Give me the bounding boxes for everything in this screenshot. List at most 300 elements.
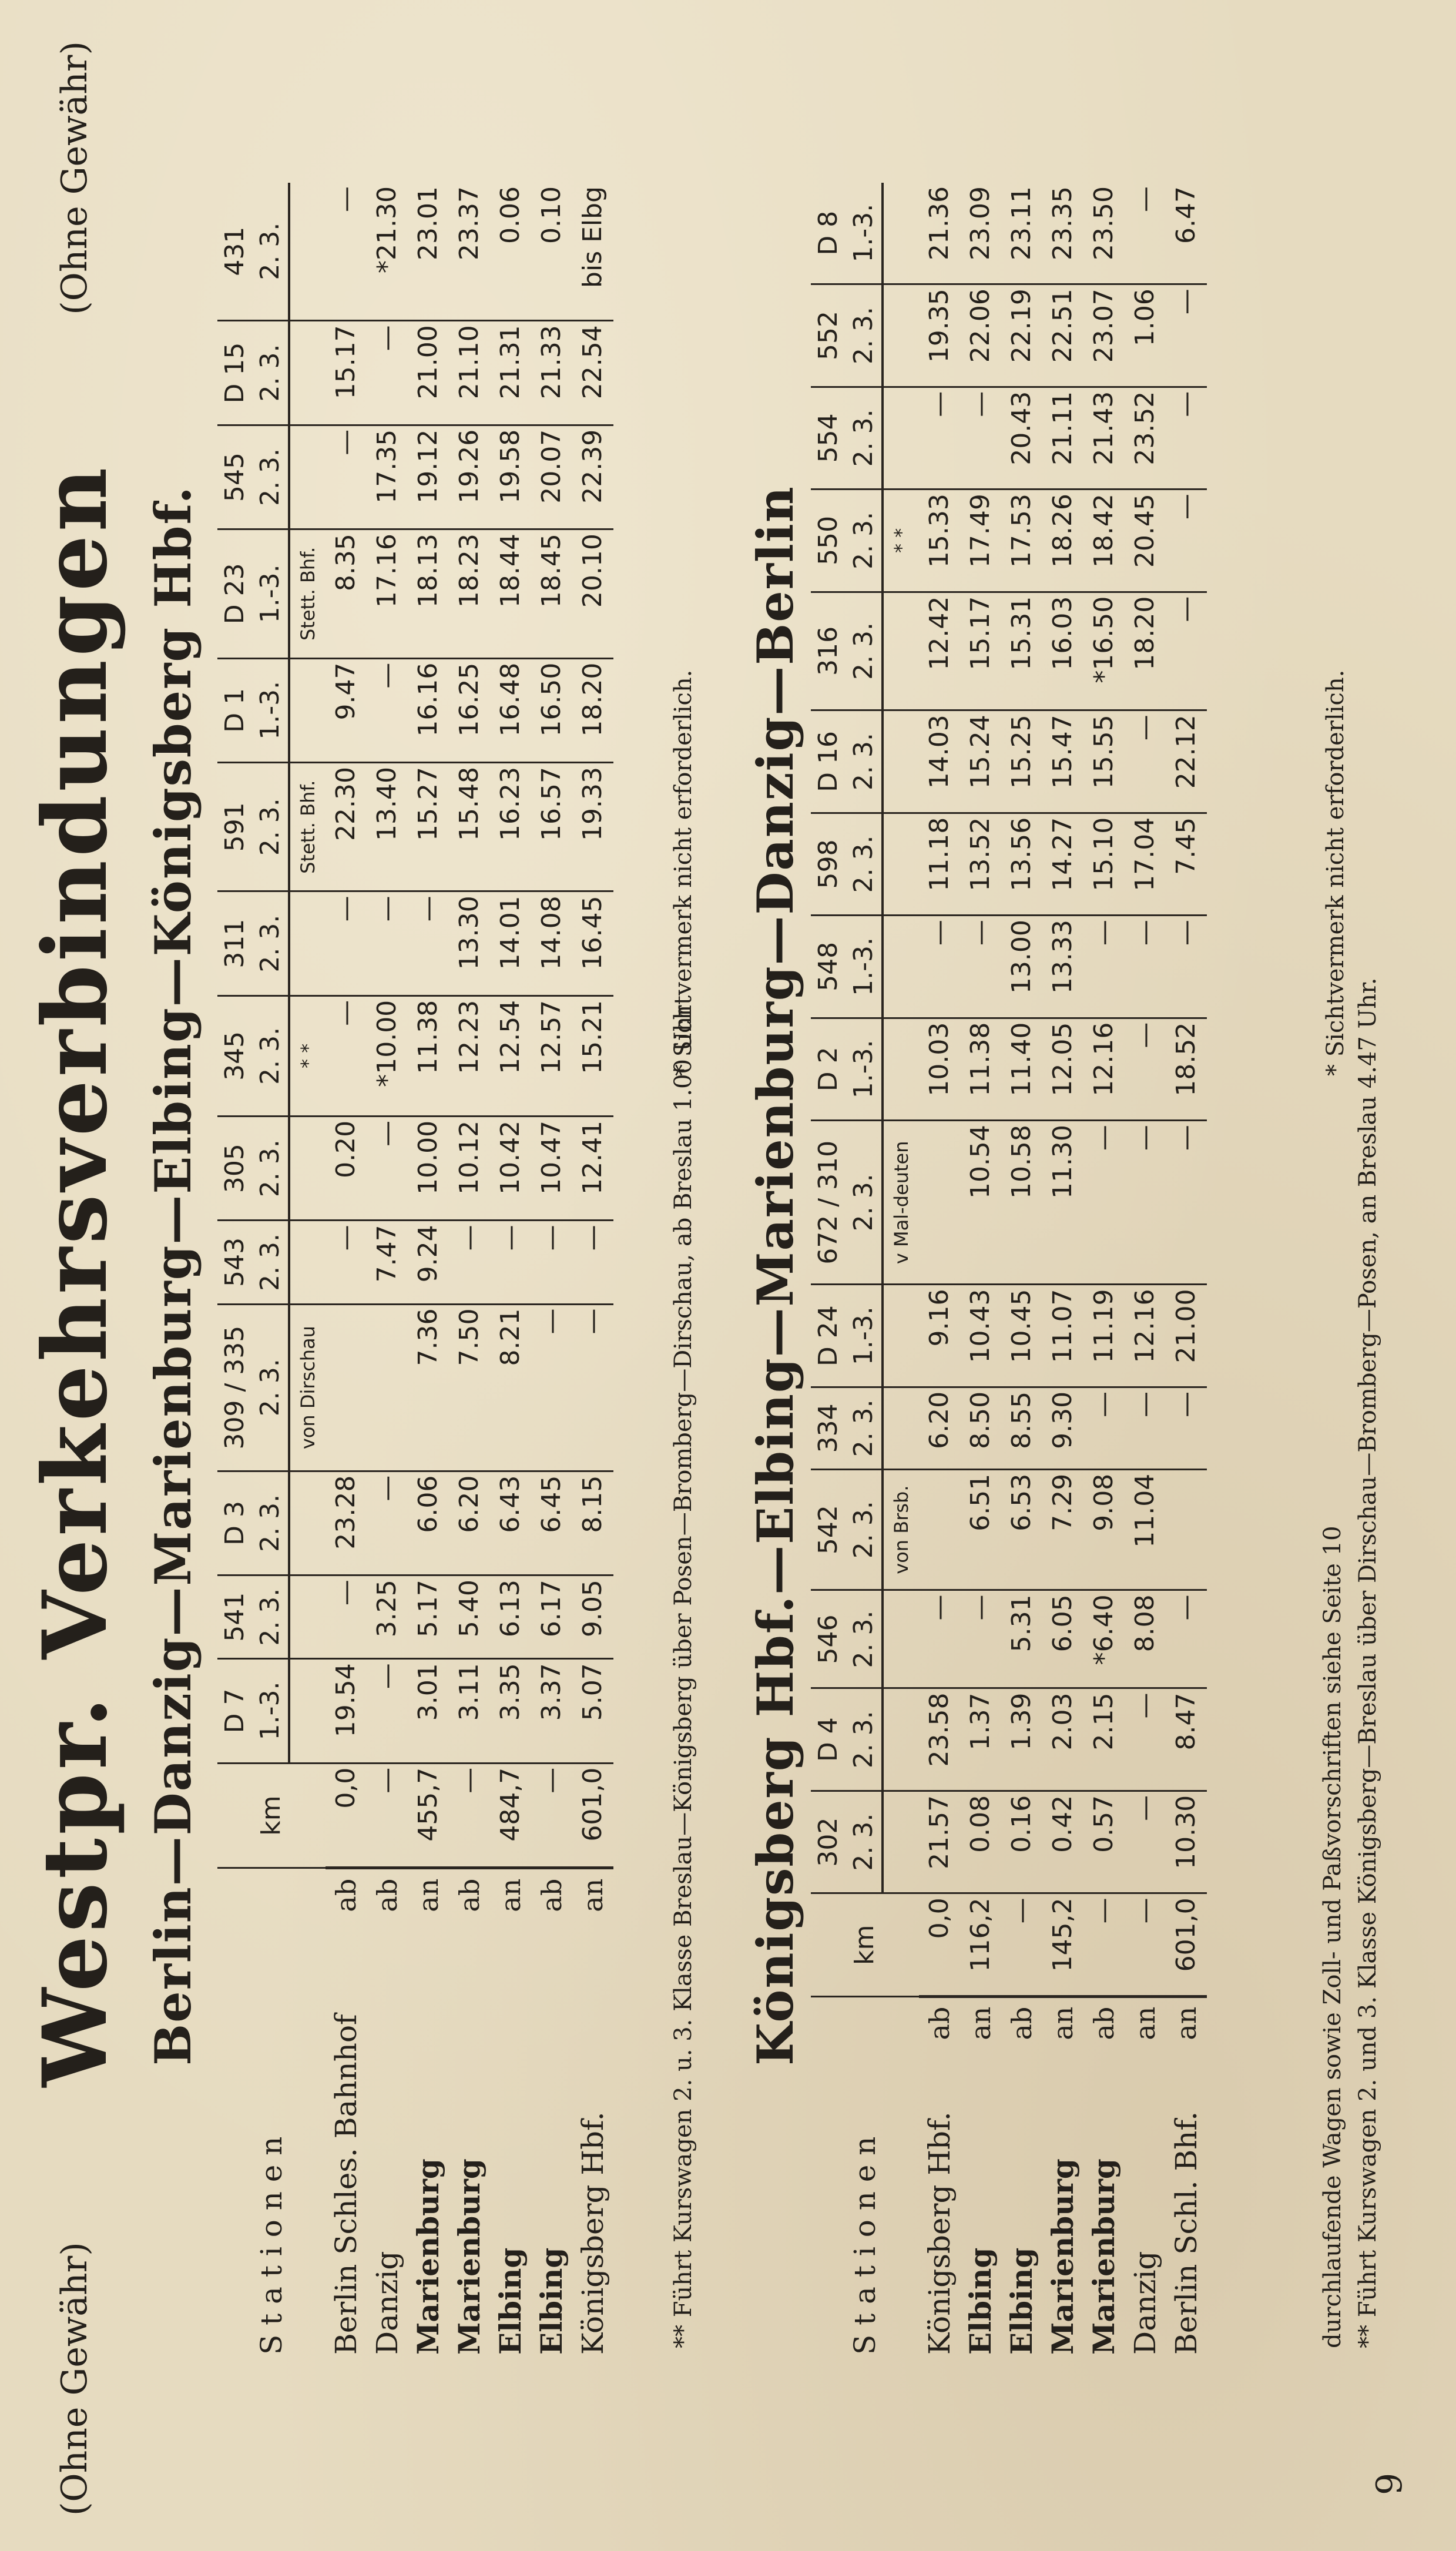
time-cell: —: [1166, 387, 1207, 489]
class-label: 2. 3.: [846, 592, 883, 710]
station-name: Berlin Schles. Bahnhof: [329, 2014, 363, 2355]
time-cell: 8.21: [490, 1304, 531, 1471]
time-cell: 10.47: [531, 1116, 572, 1220]
time-cell: 23.01: [408, 183, 449, 321]
time-cell: 16.03: [1042, 592, 1083, 710]
time-cell: —: [1166, 1590, 1207, 1688]
class-label: 2. 3.: [253, 183, 289, 321]
class-label: 2. 3.: [253, 1471, 289, 1575]
station-name: Elbing: [534, 2247, 569, 2355]
class-label: 2. 3.: [846, 710, 883, 813]
train-mark: [289, 891, 326, 995]
time-cell: [919, 1469, 960, 1590]
time-cell: —: [1125, 1791, 1166, 1893]
time-cell: 6.43: [490, 1471, 531, 1575]
train-mark: [883, 710, 919, 813]
time-cell: 11.38: [408, 995, 449, 1116]
arr-dep-marker: ab: [454, 1878, 485, 1912]
train-mark: [289, 183, 326, 321]
time-cell: 15.55: [1083, 710, 1125, 813]
time-cell: 20.10: [572, 529, 613, 658]
km-value: 0,0: [919, 1893, 960, 1997]
time-cell: 12.42: [919, 592, 960, 710]
station-name: Elbing: [493, 2247, 528, 2355]
train-number: 305: [217, 1116, 253, 1220]
train-number: 552: [811, 284, 846, 387]
train-mark: * *: [289, 995, 326, 1116]
time-cell: 21.31: [490, 321, 531, 425]
time-cell: *21.30: [367, 183, 408, 321]
train-number: 546: [811, 1590, 846, 1688]
time-cell: 3.01: [408, 1659, 449, 1763]
time-cell: 20.43: [1001, 387, 1042, 489]
time-cell: —: [367, 1471, 408, 1575]
time-cell: 10.12: [449, 1116, 490, 1220]
train-mark: [883, 1018, 919, 1120]
time-cell: 15.27: [408, 762, 449, 891]
footnote-sichtvermerk-return: * Sichtvermerk nicht erforderlich.: [1322, 669, 1349, 1076]
time-cell: 18.13: [408, 529, 449, 658]
time-cell: 12.16: [1125, 1285, 1166, 1387]
time-cell: 16.23: [490, 762, 531, 891]
time-cell: 18.26: [1042, 490, 1083, 592]
km-value: 455,7: [408, 1763, 449, 1868]
table-row: [1125, 183, 1166, 2357]
timetable-return: [811, 183, 1207, 2357]
train-number: D 24: [811, 1285, 846, 1387]
time-cell: 14.27: [1042, 813, 1083, 915]
time-cell: 23.37: [449, 183, 490, 321]
time-cell: 18.20: [572, 658, 613, 762]
time-cell: 22.30: [326, 762, 367, 891]
time-cell: —: [572, 1221, 613, 1304]
train-mark: [289, 321, 326, 425]
train-number: 542: [811, 1469, 846, 1590]
time-cell: 0.08: [960, 1791, 1001, 1893]
time-cell: 23.52: [1125, 387, 1166, 489]
time-cell: 19.54: [326, 1659, 367, 1763]
km-value: —: [1125, 1893, 1166, 1997]
train-mark: [883, 1285, 919, 1387]
train-number: D 7: [217, 1659, 253, 1763]
train-number-row: [217, 183, 253, 2357]
table-row: [960, 183, 1001, 2357]
table-row: [326, 183, 367, 2357]
time-cell: 19.12: [408, 425, 449, 529]
class-label: 2. 3.: [253, 1304, 289, 1471]
time-cell: 8.50: [960, 1387, 1001, 1469]
arr-dep-marker: an: [965, 2006, 997, 2040]
station-name: Marienburg: [411, 2158, 445, 2355]
time-cell: 9.30: [1042, 1387, 1083, 1469]
time-cell: —: [960, 1590, 1001, 1688]
time-cell: 21.10: [449, 321, 490, 425]
time-cell: 23.58: [919, 1688, 960, 1791]
time-cell: 17.35: [367, 425, 408, 529]
time-cell: 19.26: [449, 425, 490, 529]
time-cell: 11.30: [1042, 1121, 1083, 1285]
time-cell: 23.50: [1083, 183, 1125, 284]
class-label: 2. 3.: [846, 1121, 883, 1285]
time-cell: 3.35: [490, 1659, 531, 1763]
arr-dep-marker: an: [495, 1878, 526, 1912]
route-heading-outbound: Berlin—Danzig—Marienburg—Elbing—Königsberg Hbf.: [144, 485, 202, 2066]
time-cell: 16.25: [449, 658, 490, 762]
train-number: 541: [217, 1575, 253, 1659]
time-cell: 6.20: [919, 1387, 960, 1469]
table-row: [1166, 183, 1207, 2357]
class-label: 2. 3.: [253, 321, 289, 425]
class-label: 1.-3.: [253, 1659, 289, 1763]
time-cell: 21.11: [1042, 387, 1083, 489]
time-cell: 6.51: [960, 1469, 1001, 1590]
time-cell: 13.56: [1001, 813, 1042, 915]
time-cell: 8.15: [572, 1471, 613, 1575]
time-cell: 10.42: [490, 1116, 531, 1220]
time-cell: 21.00: [408, 321, 449, 425]
time-cell: 8.35: [326, 529, 367, 658]
class-label: 2. 3.: [253, 891, 289, 995]
page-number: 9: [1369, 2472, 1410, 2495]
class-label: 2. 3.: [253, 995, 289, 1116]
time-cell: 9.08: [1083, 1469, 1125, 1590]
time-cell: 13.33: [1042, 916, 1083, 1018]
arr-dep-marker: ab: [371, 1878, 403, 1912]
class-label: 1.-3.: [846, 1018, 883, 1120]
time-cell: 7.50: [449, 1304, 490, 1471]
class-label: 2. 3.: [846, 1688, 883, 1791]
time-cell: 2.15: [1083, 1688, 1125, 1791]
train-mark: [883, 592, 919, 710]
time-cell: 6.05: [1042, 1590, 1083, 1688]
time-cell: 0.06: [490, 183, 531, 321]
time-cell: 16.16: [408, 658, 449, 762]
time-cell: —: [449, 1221, 490, 1304]
arr-dep-marker: ab: [1006, 2006, 1038, 2040]
arr-dep-marker: an: [1170, 2006, 1202, 2040]
time-cell: 15.25: [1001, 710, 1042, 813]
time-cell: 0.16: [1001, 1791, 1042, 1893]
train-number: 316: [811, 592, 846, 710]
time-cell: [367, 1304, 408, 1471]
time-cell: 17.49: [960, 490, 1001, 592]
time-cell: 22.54: [572, 321, 613, 425]
train-mark: [289, 1659, 326, 1763]
table-row: [1001, 183, 1042, 2357]
time-cell: 18.23: [449, 529, 490, 658]
arr-dep-marker: ab: [536, 1878, 568, 1912]
time-cell: 10.03: [919, 1018, 960, 1120]
time-cell: 18.45: [531, 529, 572, 658]
time-cell: 8.47: [1166, 1688, 1207, 1791]
time-cell: —: [326, 1221, 367, 1304]
time-cell: —: [1125, 1688, 1166, 1791]
time-cell: —: [960, 387, 1001, 489]
train-mark: v Mal-deuten: [883, 1121, 919, 1285]
time-cell: —: [1166, 916, 1207, 1018]
footnote-kurswagen-outbound: ** Führt Kurswagen 2. u. 3. Klasse Breslau—Königsberg über Posen—Bromberg—Dirschau, ab Breslau 1.00 Uhr: [670, 1005, 697, 2348]
time-cell: 16.48: [490, 658, 531, 762]
train-mark: [289, 1221, 326, 1304]
time-cell: —: [326, 183, 367, 321]
time-cell: 15.17: [326, 321, 367, 425]
km-value: —: [1001, 1893, 1042, 1997]
time-cell: 11.38: [960, 1018, 1001, 1120]
station-name: Königsberg Hbf.: [576, 2111, 610, 2355]
train-number-row: [811, 183, 846, 2357]
timetable-outbound: [217, 183, 613, 2357]
class-label: 2. 3.: [846, 490, 883, 592]
train-number: 598: [811, 813, 846, 915]
km-value: 0,0: [326, 1763, 367, 1868]
time-cell: *10.00: [367, 995, 408, 1116]
table-row: [1042, 183, 1083, 2357]
time-cell: 22.51: [1042, 284, 1083, 387]
time-cell: 17.53: [1001, 490, 1042, 592]
time-cell: 18.52: [1166, 1018, 1207, 1120]
km-value: 601,0: [572, 1763, 613, 1868]
time-cell: 15.21: [572, 995, 613, 1116]
time-cell: 19.35: [919, 284, 960, 387]
train-mark: [883, 916, 919, 1018]
timetable-return-body: [919, 183, 1207, 2357]
class-label: 2. 3.: [846, 1791, 883, 1893]
time-cell: —: [367, 1116, 408, 1220]
footnote-zoll: durchlaufende Wagen sowie Zoll- und Paßvorschriften siehe Seite 10: [1319, 1526, 1346, 2348]
arr-dep-marker: ab: [330, 1878, 362, 1912]
time-cell: 21.57: [919, 1791, 960, 1893]
time-cell: 17.16: [367, 529, 408, 658]
time-cell: 8.55: [1001, 1387, 1042, 1469]
km-value: 116,2: [960, 1893, 1001, 1997]
station-name: Marienburg: [1086, 2158, 1121, 2355]
time-cell: 17.04: [1125, 813, 1166, 915]
time-cell: 0.10: [531, 183, 572, 321]
footnote-sichtvermerk-outbound: * Sichtvermerk nicht erforderlich.: [670, 669, 697, 1076]
time-cell: 23.09: [960, 183, 1001, 284]
class-label: 2. 3.: [846, 284, 883, 387]
time-cell: *16.50: [1083, 592, 1125, 710]
time-cell: —: [1125, 1387, 1166, 1469]
time-cell: 14.03: [919, 710, 960, 813]
train-number: 550: [811, 490, 846, 592]
table-row: [367, 183, 408, 2357]
time-cell: —: [960, 916, 1001, 1018]
time-cell: —: [367, 891, 408, 995]
class-label: 1.-3.: [846, 916, 883, 1018]
train-number: 309 / 335: [217, 1304, 253, 1471]
time-cell: 15.33: [919, 490, 960, 592]
time-cell: 14.08: [531, 891, 572, 995]
time-cell: 9.16: [919, 1285, 960, 1387]
class-label: 2. 3.: [846, 387, 883, 489]
time-cell: 15.47: [1042, 710, 1083, 813]
time-cell: 18.20: [1125, 592, 1166, 710]
time-cell: —: [326, 425, 367, 529]
km-value: 145,2: [1042, 1893, 1083, 1997]
time-cell: 11.19: [1083, 1285, 1125, 1387]
time-cell: [1166, 1469, 1207, 1590]
time-cell: 15.17: [960, 592, 1001, 710]
time-cell: 10.30: [1166, 1791, 1207, 1893]
train-mark: von Brsb.: [883, 1469, 919, 1590]
timetable-outbound-body: [326, 183, 613, 2357]
time-cell: —: [326, 995, 367, 1116]
time-cell: 0.42: [1042, 1791, 1083, 1893]
time-cell: 13.30: [449, 891, 490, 995]
time-cell: —: [1125, 183, 1166, 284]
time-cell: 6.20: [449, 1471, 490, 1575]
time-cell: 21.43: [1083, 387, 1125, 489]
train-number: 548: [811, 916, 846, 1018]
time-cell: 13.40: [367, 762, 408, 891]
time-cell: 12.57: [531, 995, 572, 1116]
time-cell: 6.45: [531, 1471, 572, 1575]
time-cell: 10.58: [1001, 1121, 1042, 1285]
time-cell: 0.20: [326, 1116, 367, 1220]
time-cell: 10.45: [1001, 1285, 1042, 1387]
class-label: 1.-3.: [253, 529, 289, 658]
time-cell: 23.28: [326, 1471, 367, 1575]
class-label: 2. 3.: [253, 1575, 289, 1659]
train-mark: [883, 1590, 919, 1688]
time-cell: 5.17: [408, 1575, 449, 1659]
table-row: [449, 183, 490, 2357]
time-cell: 23.35: [1042, 183, 1083, 284]
time-cell: 6.47: [1166, 183, 1207, 284]
time-cell: 8.08: [1125, 1590, 1166, 1688]
time-cell: 1.06: [1125, 284, 1166, 387]
time-cell: —: [326, 1575, 367, 1659]
time-cell: —: [367, 658, 408, 762]
km-value: 601,0: [1166, 1893, 1207, 1997]
time-cell: 6.53: [1001, 1469, 1042, 1590]
time-cell: 22.12: [1166, 710, 1207, 813]
train-mark: von Dirschau: [289, 1304, 326, 1471]
time-cell: —: [531, 1221, 572, 1304]
time-cell: —: [919, 387, 960, 489]
station-name: Elbing: [963, 2247, 998, 2355]
km-header: km: [811, 1893, 919, 1997]
km-value: —: [449, 1763, 490, 1868]
time-cell: 18.42: [1083, 490, 1125, 592]
km-value: —: [531, 1763, 572, 1868]
time-cell: —: [1166, 1121, 1207, 1285]
time-cell: 12.05: [1042, 1018, 1083, 1120]
station-name: Königsberg Hbf.: [922, 2111, 957, 2355]
time-cell: —: [326, 891, 367, 995]
train-number: 345: [217, 995, 253, 1116]
time-cell: 13.52: [960, 813, 1001, 915]
train-mark: [289, 1116, 326, 1220]
time-cell: 19.58: [490, 425, 531, 529]
time-cell: 22.39: [572, 425, 613, 529]
train-number: 431: [217, 183, 253, 321]
time-cell: [326, 1304, 367, 1471]
train-mark: [289, 1471, 326, 1575]
train-mark: Stett. Bhf.: [289, 762, 326, 891]
time-cell: 11.07: [1042, 1285, 1083, 1387]
time-cell: —: [1083, 1387, 1125, 1469]
table-row: [408, 183, 449, 2357]
train-number: D 23: [217, 529, 253, 658]
time-cell: 15.31: [1001, 592, 1042, 710]
time-cell: 0.57: [1083, 1791, 1125, 1893]
time-cell: 7.29: [1042, 1469, 1083, 1590]
time-cell: 2.03: [1042, 1688, 1083, 1791]
class-label: 1.-3.: [846, 1285, 883, 1387]
train-number: D 4: [811, 1688, 846, 1791]
time-cell: *6.40: [1083, 1590, 1125, 1688]
class-label: 2. 3.: [253, 1221, 289, 1304]
time-cell: —: [408, 891, 449, 995]
train-number: 334: [811, 1387, 846, 1469]
train-number: D 16: [811, 710, 846, 813]
class-label: 2. 3.: [846, 1469, 883, 1590]
arr-dep-marker: an: [1129, 2006, 1161, 2040]
time-cell: 7.45: [1166, 813, 1207, 915]
train-number: 302: [811, 1791, 846, 1893]
time-cell: —: [919, 916, 960, 1018]
stations-header: S t a t i o n e n: [254, 2136, 288, 2355]
time-cell: 16.50: [531, 658, 572, 762]
train-number: D 1: [217, 658, 253, 762]
time-cell: 7.47: [367, 1221, 408, 1304]
time-cell: 19.33: [572, 762, 613, 891]
time-cell: 7.36: [408, 1304, 449, 1471]
time-cell: 20.45: [1125, 490, 1166, 592]
time-cell: —: [1125, 710, 1166, 813]
class-label: 2. 3.: [253, 762, 289, 891]
train-mark: Stett. Bhf.: [289, 529, 326, 658]
class-label: 2. 3.: [846, 813, 883, 915]
train-mark: * *: [883, 490, 919, 592]
time-cell: 3.37: [531, 1659, 572, 1763]
time-cell: 21.36: [919, 183, 960, 284]
time-cell: 14.01: [490, 891, 531, 995]
station-name: Danzig: [1128, 2251, 1162, 2355]
time-cell: 10.00: [408, 1116, 449, 1220]
time-cell: 5.07: [572, 1659, 613, 1763]
time-cell: 22.06: [960, 284, 1001, 387]
time-cell: 12.16: [1083, 1018, 1125, 1120]
time-cell: —: [1166, 284, 1207, 387]
km-value: 484,7: [490, 1763, 531, 1868]
time-cell: 15.24: [960, 710, 1001, 813]
arr-dep-marker: ab: [1088, 2006, 1120, 2040]
station-name: Marienburg: [452, 2158, 487, 2355]
table-row: [572, 183, 613, 2357]
time-cell: 22.19: [1001, 284, 1042, 387]
station-name: Marienburg: [1045, 2158, 1080, 2355]
arr-dep-marker: an: [412, 1878, 444, 1912]
table-row: [490, 183, 531, 2357]
arr-dep-marker: ab: [924, 2006, 955, 2040]
time-cell: 13.00: [1001, 916, 1042, 1018]
class-label: 1.-3.: [253, 658, 289, 762]
time-cell: [919, 1121, 960, 1285]
time-cell: 9.47: [326, 658, 367, 762]
time-cell: —: [572, 1304, 613, 1471]
station-name: Danzig: [370, 2251, 404, 2355]
train-mark: [883, 1791, 919, 1893]
train-number: 672 / 310: [811, 1121, 846, 1285]
class-label: 2. 3.: [846, 1387, 883, 1469]
time-cell: —: [1125, 916, 1166, 1018]
train-mark: [883, 284, 919, 387]
time-cell: 15.10: [1083, 813, 1125, 915]
footnote-kurswagen-return: ** Führt Kurswagen 2. und 3. Klasse Königsberg—Breslau über Dirschau—Bromberg—Posen, an Breslau 4.47 Uhr.: [1354, 977, 1381, 2348]
